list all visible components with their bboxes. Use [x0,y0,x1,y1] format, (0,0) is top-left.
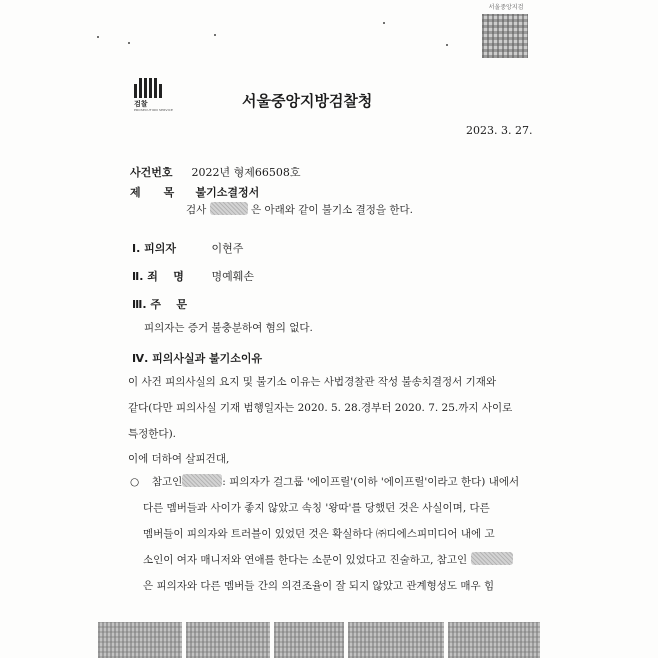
suspect-label: Ⅰ. 피의자 [132,242,176,255]
disposition-label: Ⅲ. 주 문 [132,298,187,311]
prosecutor-line [186,202,413,217]
section-reasons [132,350,262,366]
scan-speck [214,34,216,36]
body-line-1: 이 사건 피의사실의 요지 및 불기소 이유는 사법경찰관 작성 불송치결정서 기재와 [128,376,497,388]
bullet-line-5: 은 피의자와 다른 멤버들 간의 의견조율이 잘 되지 않았고 관계형성도 매우 힘 [143,580,495,592]
scan-speck [128,42,130,44]
bullet-line-4-text: 소인이 여자 매니저와 연애를 한다는 소문이 있었다고 진술하고, 참고인 [143,554,468,566]
charge-value: 명예훼손 [211,270,255,283]
section-charge [132,268,254,284]
case-number-value: 2022년 형제66508호 [191,166,301,179]
logo-subtext: PROSECUTION SERVICE [134,108,174,112]
scan-speck [446,44,448,46]
witness-statement: : 피의자가 걸그룹 '에이프릴'(이하 '에이프릴'이라고 한다) 내에서 [222,476,520,488]
subject-value: 불기소결정서 [195,186,260,199]
redacted-name [471,552,513,565]
scan-speck [97,36,99,38]
blurred-footer-block [186,622,270,658]
body-line-2: 같다(다만 피의사실 기재 범행일자는 2020. 5. 28.경부터 2020. 7. 25.까지 사이로 [128,402,513,414]
bullet-line-3: 멤버들이 피의자와 트러블이 있었던 것은 확실하다 ㈜디에스피미디어 내에 고 [143,528,495,540]
qr-code-icon [482,14,528,58]
case-number-label: 사건번호 [130,166,173,179]
redacted-name [210,202,248,215]
bullet-line-1 [130,474,519,489]
blurred-footer-block [98,622,182,658]
qr-caption: 서울중앙지검 [488,4,524,11]
bullet-circle-icon: ○ [130,476,140,488]
subject-label: 제 목 [130,186,175,199]
logo-bars-icon [134,78,180,98]
document-date: 2023. 3. 27. [466,124,533,137]
bullet-line-4 [143,552,513,567]
disposition-text: 피의자는 증거 불충분하여 혐의 없다. [144,322,313,334]
scan-speck [383,22,385,24]
section-disposition [132,296,187,312]
case-number-row [130,164,301,180]
section-suspect [132,240,243,256]
body-paragraph-2: 이에 더하여 살피건대, [128,453,230,465]
prosecutor-suffix: 은 아래와 같이 불기소 결정을 한다. [250,204,414,216]
redacted-name [182,474,222,487]
suspect-name: 이현주 [211,242,244,255]
body-line-3: 특정한다). [128,428,177,440]
witness-prefix: 참고인 [151,476,183,488]
blurred-footer-block [348,622,444,658]
blurred-footer-block [274,622,344,658]
charge-label: Ⅱ. 죄 명 [132,270,184,283]
office-title: 서울중앙지방검찰청 [242,92,373,110]
bullet-line-2: 다른 멤버들과 사이가 좋지 않았고 속칭 '왕따'를 당했던 것은 사실이며, 다른 [143,502,490,514]
logo-text: 검찰 [134,100,148,108]
blurred-footer-block [448,622,540,658]
prosecutor-prefix: 검사 [186,204,207,216]
reasons-label: Ⅳ. 피의사실과 불기소이유 [132,352,263,365]
prosecution-logo [134,78,180,118]
subject-row [130,184,259,200]
